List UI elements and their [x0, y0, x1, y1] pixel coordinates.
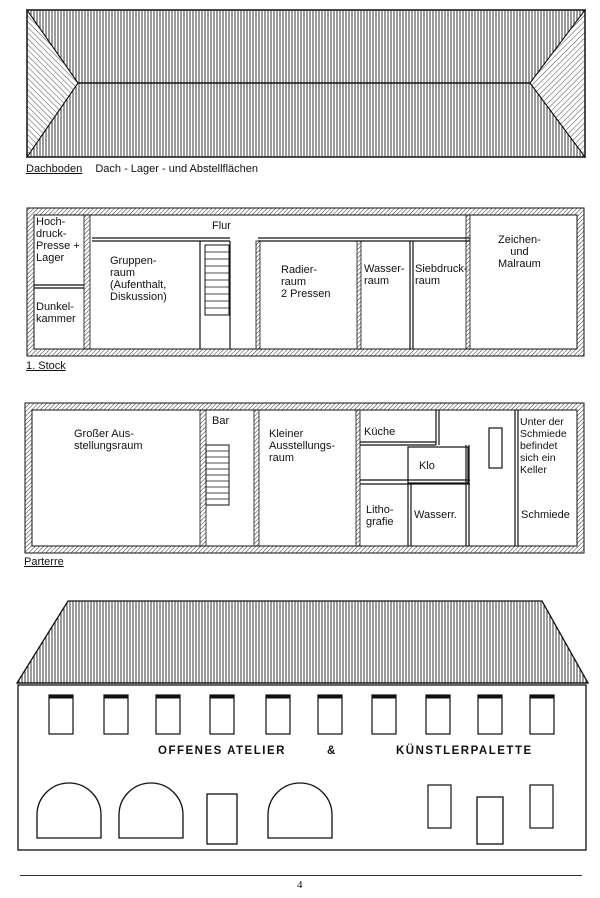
room-gruppenraum-line: raum	[110, 267, 136, 279]
room-siebdruckraum-line: Siebdruck-	[415, 263, 468, 275]
room-gruppenraum-line: Diskussion)	[110, 291, 167, 303]
roof-plan-title: Dachboden	[26, 163, 83, 175]
room-litho-line: grafie	[366, 516, 394, 528]
room-kueche: Küche	[364, 426, 396, 438]
room-keller-line: Unter der	[520, 416, 564, 428]
room-bar: Bar	[212, 415, 230, 427]
footer-rule	[20, 875, 582, 876]
room-hochdruck-line: Hoch-	[36, 216, 66, 228]
room-klein-line: Ausstellungs-	[269, 440, 336, 452]
room-klo: Klo	[419, 460, 435, 472]
room-zeichen-line: und	[510, 246, 529, 258]
room-wasserraum-ground: Wasserr.	[414, 509, 457, 521]
room-keller-line: Schmiede	[520, 428, 567, 440]
room-wasserraum-line: raum	[364, 275, 390, 287]
room-siebdruckraum-line: raum	[415, 275, 441, 287]
first-floor-caption-text: 1. Stock	[26, 360, 66, 372]
room-radierraum-line: Radier-	[281, 264, 318, 276]
room-dunkelkammer-line: kammer	[36, 313, 76, 325]
room-gross-line: stellungsraum	[74, 440, 143, 452]
facade-sign-ampersand: &	[327, 745, 337, 757]
room-klein-line: raum	[269, 452, 295, 464]
facade-sign-offenes-atelier: OFFENES ATELIER	[158, 745, 286, 757]
room-radierraum-line: raum	[281, 276, 307, 288]
room-zeichen-line: Malraum	[498, 258, 541, 270]
room-klein-line: Kleiner	[269, 428, 304, 440]
room-dunkelkammer-line: Dunkel-	[36, 301, 74, 313]
room-gross-line: Großer Aus-	[74, 428, 134, 440]
room-flur: Flur	[212, 220, 231, 232]
room-keller-line: Keller	[520, 464, 547, 476]
room-keller-line: sich ein	[520, 452, 556, 464]
room-keller-line: befindet	[520, 440, 558, 452]
roof-plan-description: Dach - Lager - und Abstellflächen	[95, 163, 258, 175]
room-radierraum-line: 2 Pressen	[281, 288, 331, 300]
room-gruppenraum-line: (Aufenthalt,	[110, 279, 167, 291]
ground-floor-caption-text: Parterre	[24, 556, 64, 568]
facade-sign-kuenstlerpalette: KÜNSTLERPALETTE	[396, 745, 533, 757]
room-zeichen-line: Zeichen-	[498, 234, 541, 246]
room-gruppenraum-line: Gruppen-	[110, 255, 157, 267]
page-number: 4	[297, 879, 303, 891]
room-hochdruck-line: druck-	[36, 228, 67, 240]
room-hochdruck-line: Lager	[36, 252, 65, 264]
room-hochdruck-line: Presse +	[36, 240, 80, 252]
room-litho-line: Litho-	[366, 504, 394, 516]
room-wasserraum-line: Wasser-	[364, 263, 405, 275]
room-schmiede: Schmiede	[521, 509, 570, 521]
